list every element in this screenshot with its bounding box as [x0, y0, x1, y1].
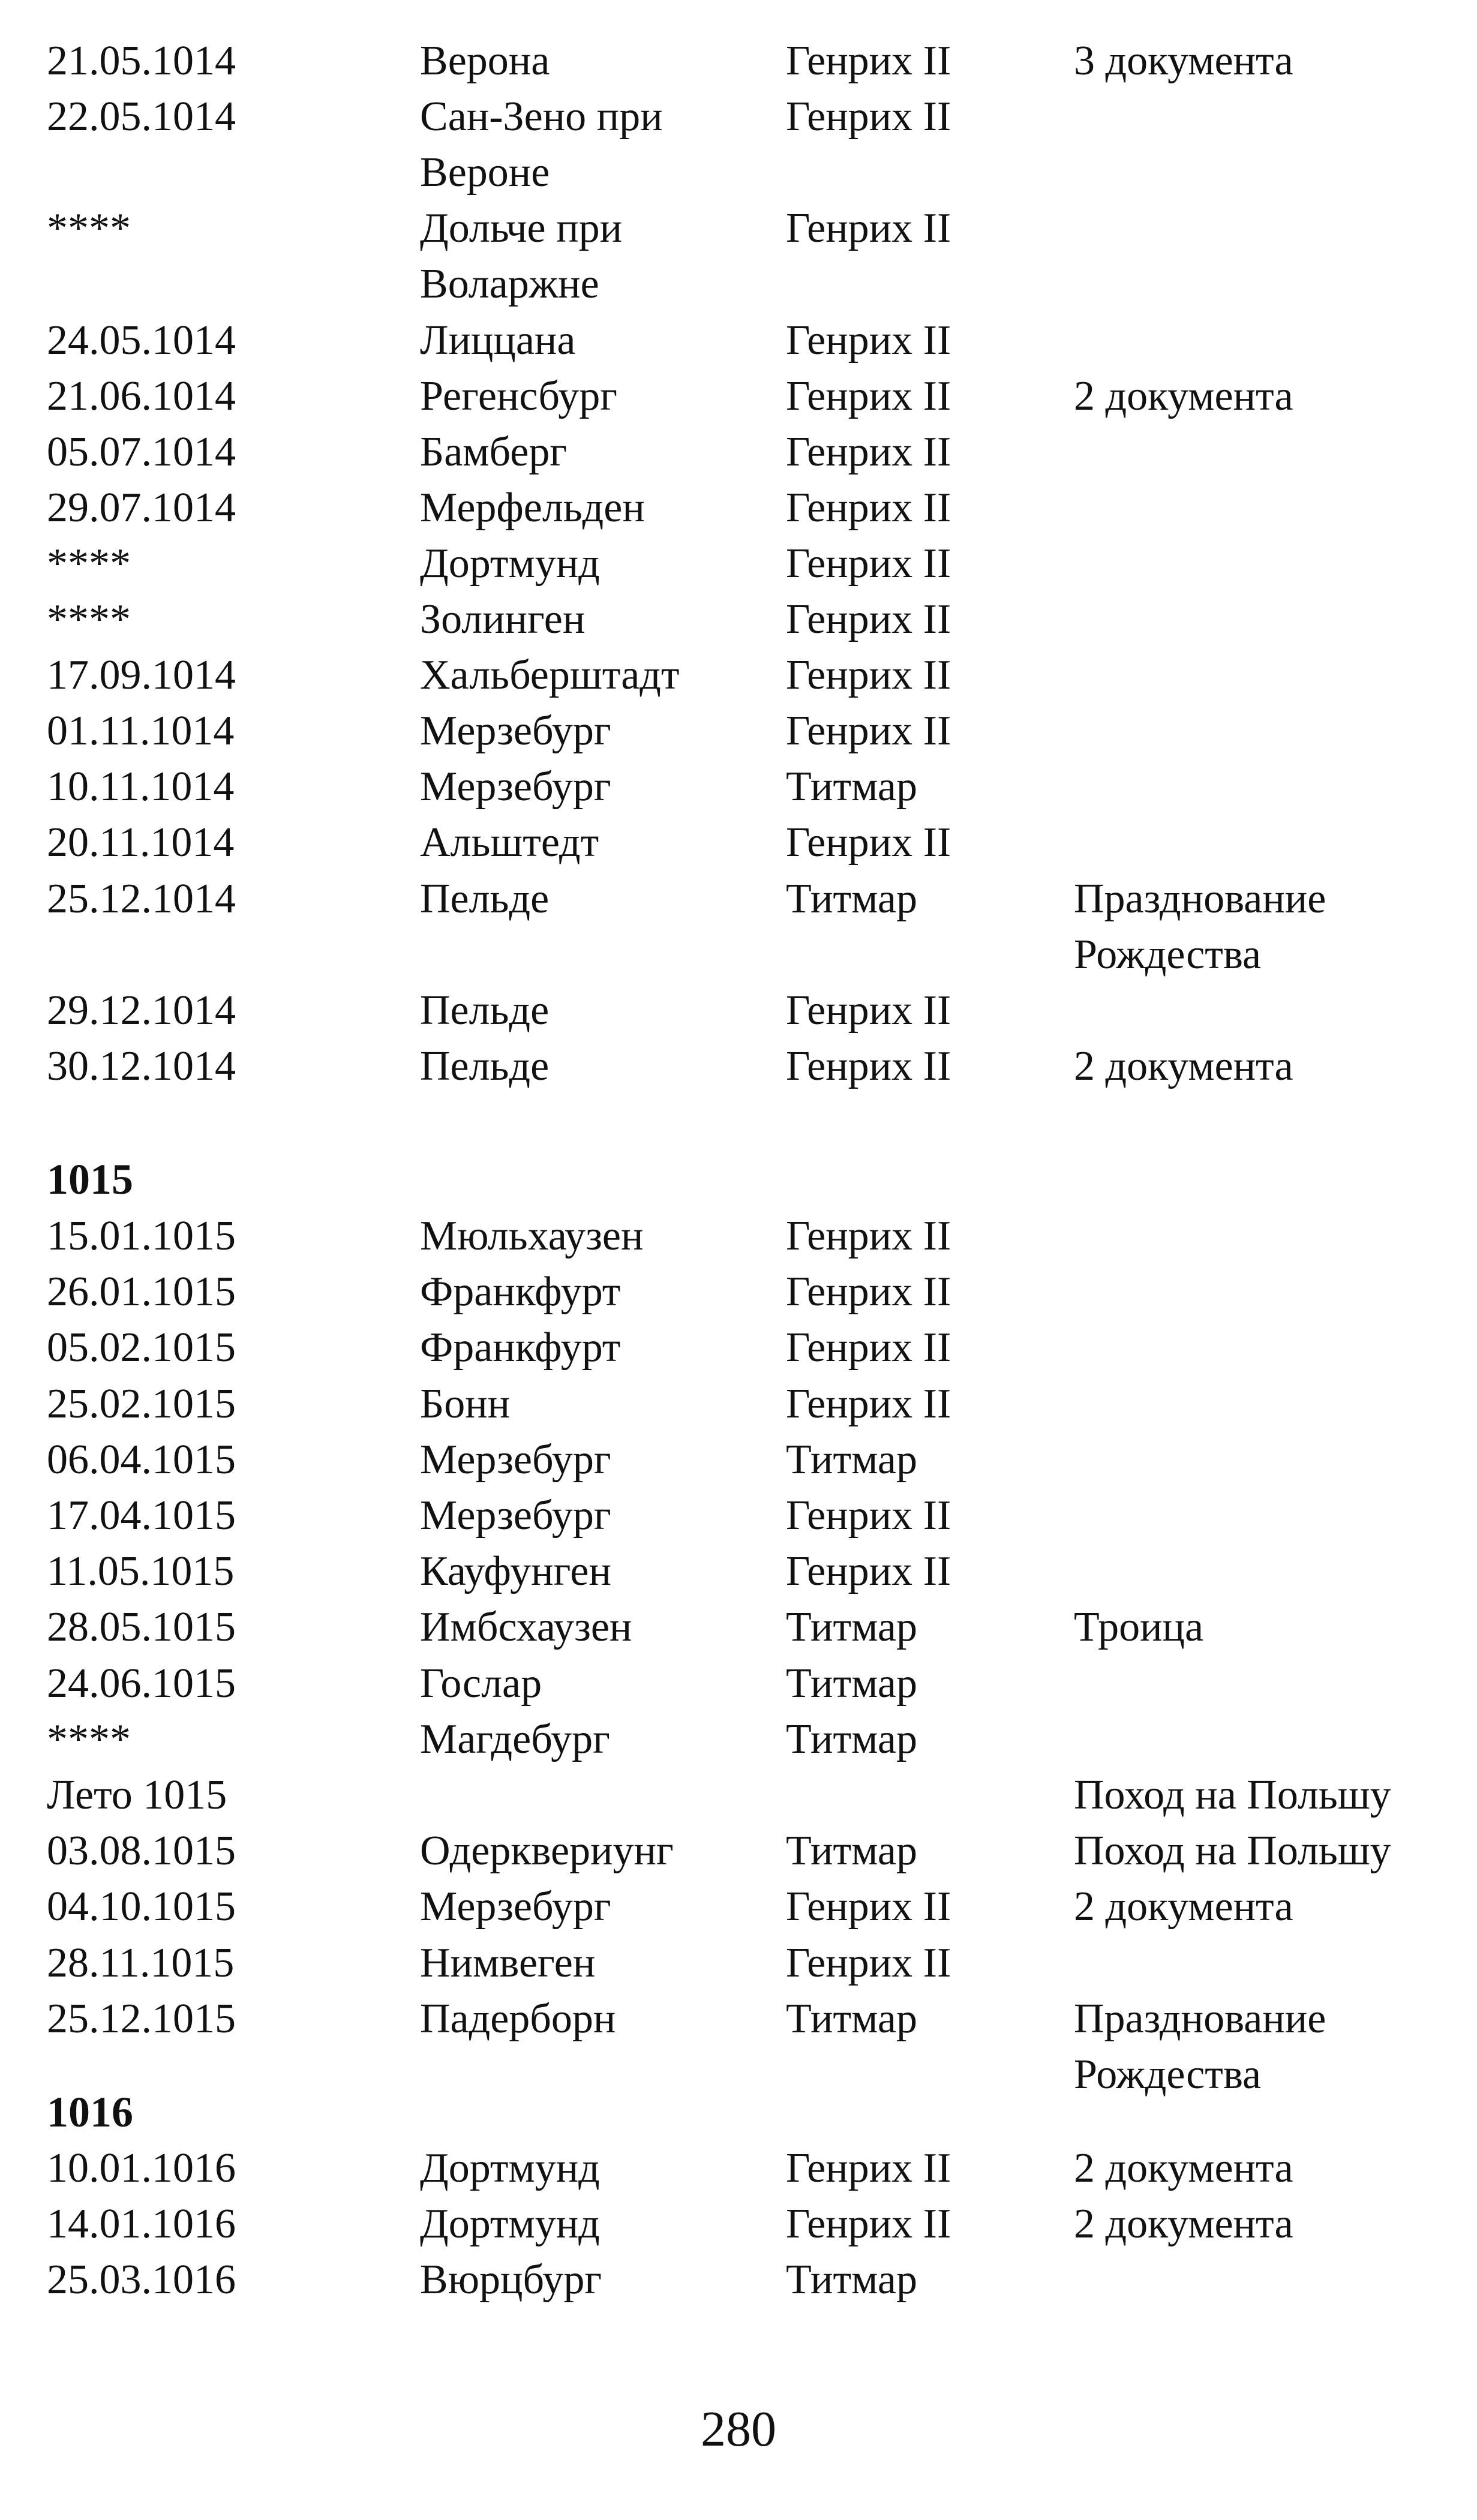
place-cell: Золинген: [420, 596, 586, 642]
source-cell: Титмар: [786, 2257, 917, 2303]
table-row: [0, 1038, 1477, 1094]
source-cell: Титмар: [786, 1828, 917, 1875]
table-row: [0, 536, 1477, 591]
table-row: [0, 424, 1477, 480]
source-cell: Генрих II: [786, 1884, 951, 1930]
place-cell: Франкфурт: [420, 1324, 621, 1371]
table-row: [0, 1711, 1477, 1767]
date-cell: 15.01.1015: [47, 1213, 236, 1259]
date-cell: 21.05.1014: [47, 38, 236, 84]
source-cell: Генрих II: [786, 38, 951, 84]
note-cell: Рождества: [1074, 931, 1262, 978]
place-cell: Верона: [420, 38, 550, 84]
place-cell: Дортмунд: [420, 2145, 600, 2191]
date-cell: 25.12.1015: [47, 1995, 236, 2042]
note-cell: 2 документа: [1074, 2145, 1293, 2191]
date-cell: 29.07.1014: [47, 484, 236, 531]
place-cell: Мерзебург: [420, 1884, 611, 1930]
date-cell: ****: [47, 596, 131, 642]
place-cell: Сан-Зено при: [420, 94, 663, 140]
table-row: [0, 145, 1477, 200]
table-row: [0, 703, 1477, 759]
source-cell: Титмар: [786, 875, 917, 922]
date-cell: 06.04.1015: [47, 1436, 236, 1483]
place-cell: Воларжне: [420, 261, 599, 308]
note-cell: Празднование: [1074, 1995, 1326, 2042]
date-cell: 04.10.1015: [47, 1884, 236, 1930]
date-cell: 26.01.1015: [47, 1269, 236, 1315]
date-cell: 10.11.1014: [47, 764, 235, 810]
source-cell: Генрих II: [786, 373, 951, 419]
table-row: [0, 759, 1477, 815]
place-cell: Имбсхаузен: [420, 1604, 632, 1651]
table-row: [0, 480, 1477, 536]
table-row: [0, 983, 1477, 1038]
table-row: [0, 2047, 1477, 2102]
date-cell: 20.11.1014: [47, 819, 235, 866]
place-cell: Дортмунд: [420, 2201, 600, 2248]
table-row: [0, 1823, 1477, 1879]
place-cell: Мерзебург: [420, 1492, 611, 1539]
date-cell: 21.06.1014: [47, 373, 236, 419]
source-cell: Титмар: [786, 1995, 917, 2042]
date-cell: 05.07.1014: [47, 428, 236, 475]
table-row: [0, 1432, 1477, 1488]
place-cell: Хальберштадт: [420, 652, 680, 699]
note-cell: Рождества: [1074, 2052, 1262, 2098]
date-cell: 22.05.1014: [47, 94, 236, 140]
place-cell: Франкфурт: [420, 1269, 621, 1315]
date-cell: 10.01.1016: [47, 2145, 236, 2191]
place-cell: Пельде: [420, 875, 550, 922]
source-cell: Генрих II: [786, 708, 951, 755]
table-row: [0, 256, 1477, 312]
table-row: [0, 33, 1477, 89]
note-cell: Поход на Польшу: [1074, 1772, 1391, 1818]
date-cell: 28.11.1015: [47, 1939, 235, 1986]
note-cell: 2 документа: [1074, 1043, 1293, 1089]
table-row: [0, 591, 1477, 647]
date-cell: ****: [47, 205, 131, 252]
date-cell: 01.11.1014: [47, 708, 235, 755]
table-row: [0, 647, 1477, 703]
source-cell: Генрих II: [786, 428, 951, 475]
place-cell: Альштедт: [420, 819, 599, 866]
place-cell: Вюрцбург: [420, 2257, 602, 2303]
note-cell: 2 документа: [1074, 2201, 1293, 2248]
source-cell: Генрих II: [786, 1269, 951, 1315]
source-cell: Титмар: [786, 1716, 917, 1762]
date-cell: 05.02.1015: [47, 1324, 236, 1371]
table-row: [0, 1320, 1477, 1375]
note-cell: 3 документа: [1074, 38, 1293, 84]
table-row: [0, 368, 1477, 424]
source-cell: Титмар: [786, 1436, 917, 1483]
table-row: [0, 871, 1477, 927]
place-cell: Магдебург: [420, 1716, 610, 1762]
date-cell: 17.04.1015: [47, 1492, 236, 1539]
date-cell: 25.02.1015: [47, 1380, 236, 1427]
table-row: [0, 1879, 1477, 1935]
date-cell: 25.12.1014: [47, 875, 236, 922]
place-cell: Кауфунген: [420, 1548, 611, 1595]
date-cell: 28.05.1015: [47, 1604, 236, 1651]
page-number: 280: [701, 2401, 776, 2457]
source-cell: Генрих II: [786, 1380, 951, 1427]
table-row: [0, 1656, 1477, 1711]
table-row: [0, 1208, 1477, 1264]
source-cell: Генрих II: [786, 94, 951, 140]
source-cell: Генрих II: [786, 987, 951, 1034]
source-cell: Генрих II: [786, 484, 951, 531]
place-cell: Мерзебург: [420, 764, 611, 810]
place-cell: Мюльхаузен: [420, 1213, 644, 1259]
source-cell: Генрих II: [786, 1213, 951, 1259]
table-row: [0, 1488, 1477, 1543]
place-cell: Бамберг: [420, 428, 568, 475]
source-cell: Генрих II: [786, 317, 951, 364]
table-row: [0, 313, 1477, 368]
source-cell: Генрих II: [786, 205, 951, 252]
place-cell: Дольче при: [420, 205, 623, 252]
source-cell: Генрих II: [786, 596, 951, 642]
date-cell: Лето 1015: [47, 1772, 227, 1818]
source-cell: Генрих II: [786, 819, 951, 866]
year-heading-1016: 1016: [47, 2088, 133, 2136]
note-cell: 2 документа: [1074, 373, 1293, 419]
date-cell: 25.03.1016: [47, 2257, 236, 2303]
table-row: [0, 1935, 1477, 1991]
source-cell: Генрих II: [786, 2201, 951, 2248]
table-row: [0, 2252, 1477, 2308]
place-cell: Мерфельден: [420, 484, 645, 531]
date-cell: 24.06.1015: [47, 1660, 236, 1707]
source-cell: Титмар: [786, 1604, 917, 1651]
date-cell: ****: [47, 540, 131, 587]
table-row: [0, 1543, 1477, 1599]
table-row: [0, 1376, 1477, 1432]
table-row: [0, 89, 1477, 145]
source-cell: Генрих II: [786, 652, 951, 699]
year-heading-1015: 1015: [47, 1155, 133, 1203]
source-cell: Генрих II: [786, 1548, 951, 1595]
source-cell: Титмар: [786, 1660, 917, 1707]
note-cell: Празднование: [1074, 875, 1326, 922]
place-cell: Гослар: [420, 1660, 542, 1707]
source-cell: Генрих II: [786, 1043, 951, 1089]
table-row: [0, 815, 1477, 870]
table-row: [0, 2140, 1477, 2196]
place-cell: Пельде: [420, 1043, 550, 1089]
date-cell: 03.08.1015: [47, 1828, 236, 1875]
place-cell: Лиццана: [420, 317, 576, 364]
table-row: [0, 1991, 1477, 2047]
place-cell: Регенсбург: [420, 373, 617, 419]
place-cell: Нимвеген: [420, 1939, 596, 1986]
source-cell: Генрих II: [786, 2145, 951, 2191]
place-cell: Мерзебург: [420, 708, 611, 755]
date-cell: 17.09.1014: [47, 652, 236, 699]
place-cell: Одерквериунг: [420, 1828, 674, 1875]
source-cell: Генрих II: [786, 540, 951, 587]
place-cell: Пельде: [420, 987, 550, 1034]
place-cell: Бонн: [420, 1380, 511, 1427]
table-row: [0, 1599, 1477, 1655]
date-cell: 24.05.1014: [47, 317, 236, 364]
date-cell: 11.05.1015: [47, 1548, 235, 1595]
place-cell: Дортмунд: [420, 540, 600, 587]
date-cell: ****: [47, 1716, 131, 1762]
table-row: [0, 1264, 1477, 1320]
place-cell: Вероне: [420, 149, 550, 196]
date-cell: 30.12.1014: [47, 1043, 236, 1089]
note-cell: 2 документа: [1074, 1884, 1293, 1930]
source-cell: Генрих II: [786, 1939, 951, 1986]
table-row: [0, 2196, 1477, 2252]
source-cell: Генрих II: [786, 1324, 951, 1371]
table-row: [0, 927, 1477, 983]
source-cell: Титмар: [786, 764, 917, 810]
source-cell: Генрих II: [786, 1492, 951, 1539]
table-row: [0, 1767, 1477, 1823]
note-cell: Троица: [1074, 1604, 1204, 1651]
date-cell: 14.01.1016: [47, 2201, 236, 2248]
table-row: [0, 200, 1477, 256]
place-cell: Мерзебург: [420, 1436, 611, 1483]
date-cell: 29.12.1014: [47, 987, 236, 1034]
place-cell: Падерборн: [420, 1995, 616, 2042]
note-cell: Поход на Польшу: [1074, 1828, 1391, 1875]
